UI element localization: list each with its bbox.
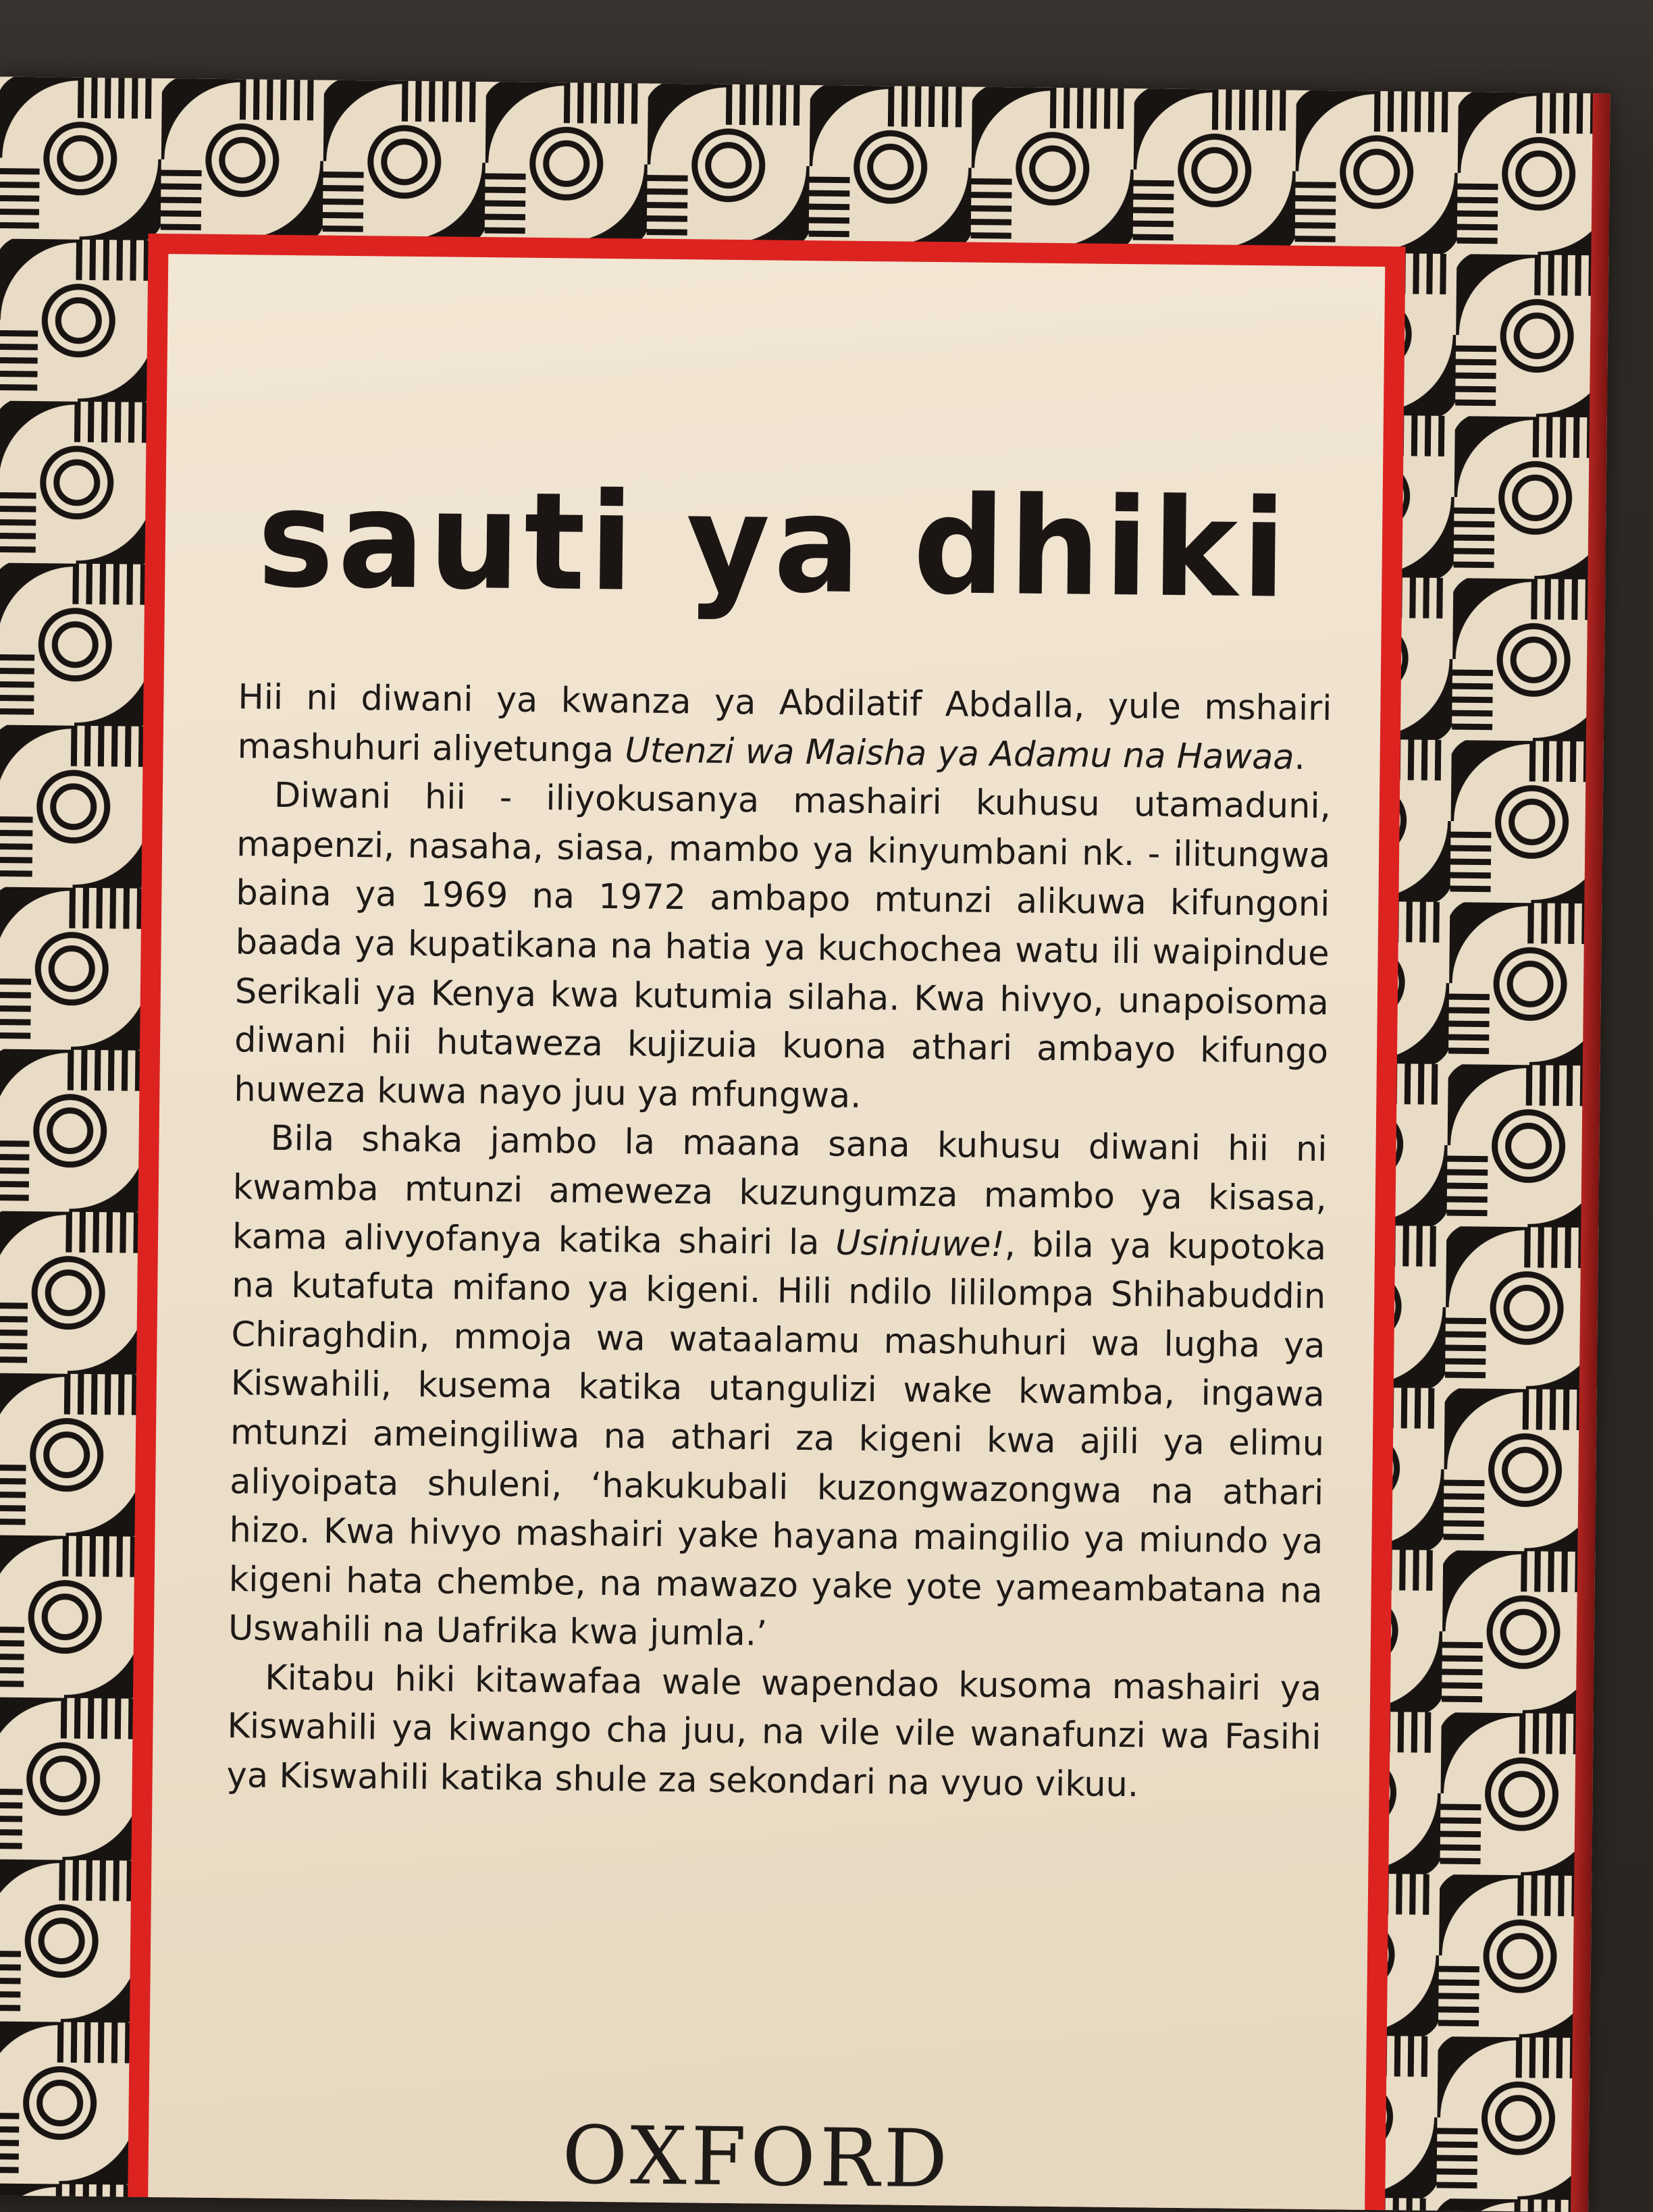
italic-title-text: Utenzi wa Maisha ya Adamu na Hawaa — [625, 730, 1294, 778]
book-title: sauti ya dhiki — [257, 460, 1291, 629]
publisher-logo: OXFORD — [561, 2108, 952, 2206]
paragraph-text: Bila shaka jambo la maana sana kuhusu diwani hii ni kwamba mtunzi ameweza kuzungumza mambo ya kisasa, kama alivyofanya katika shairi la — [232, 1119, 1328, 1263]
blurb-text — [226, 673, 1332, 1812]
blurb-paragraph — [228, 1115, 1328, 1665]
red-frame — [128, 234, 1406, 2212]
paragraph-text: Kitabu hiki kitawafaa wale wapendao kusoma mashairi ya Kiswahili ya kiwango cha juu, na vile vile wanafunzi wa Fasihi ya Kiswahili katika shule za sekondari na vyuo vikuu. — [226, 1658, 1322, 1806]
blurb-paragraph — [234, 771, 1331, 1126]
book-back-cover — [0, 77, 1610, 2212]
text-panel — [148, 254, 1385, 2212]
paragraph-text: . — [1294, 737, 1306, 778]
paragraph-text: Diwani hii - iliyokusanya mashairi kuhusu utamaduni, mapenzi, nasaha, siasa, mambo ya kinyumbani nk. - ilitungwa baina ya 1969 na 1972 ambapo mtunzi alikuwa kifungoni baada ya kupatikana na hatia ya kuchochea watu ili waipindue Serikali ya Kenya kwa kutumia silaha. Kwa hivyo, unapoisoma diwani hii hutaweza kujizuia kuona athari ambayo kifungo huweza kuwa nayo juu ya mfungwa. — [234, 776, 1332, 1116]
paragraph-text: Hii ni diwani ya kwanza ya Abdilatif Abdalla, yule mshairi mashuhuri aliyetunga — [237, 677, 1332, 770]
paragraph-text: , bila ya kupotoka na kutafuta mifano ya kigeni. Hili ndilo lililompa Shihabuddin Chiraghdin, mmoja wa wataalamu mashuhuri wa lugha ya Kiswahili, kusema katika utangulizi wake kwamba, ingawa mtunzi ameingiliwa na athari za kigeni kwa ajili ya elimu aliyoipata shuleni, ‘hakukubali kuzongwazongwa na athari hizo. Kwa hivyo mashairi yake hayana maingilio ya miundo ya kigeni hata chembe, na mawazo yake yote yameambatana na Uswahili na Uafrika kwa jumla.’ — [228, 1224, 1327, 1654]
blurb-paragraph — [237, 673, 1332, 783]
blurb-paragraph — [226, 1654, 1321, 1812]
italic-title-text: Usiniuwe! — [835, 1223, 1005, 1265]
